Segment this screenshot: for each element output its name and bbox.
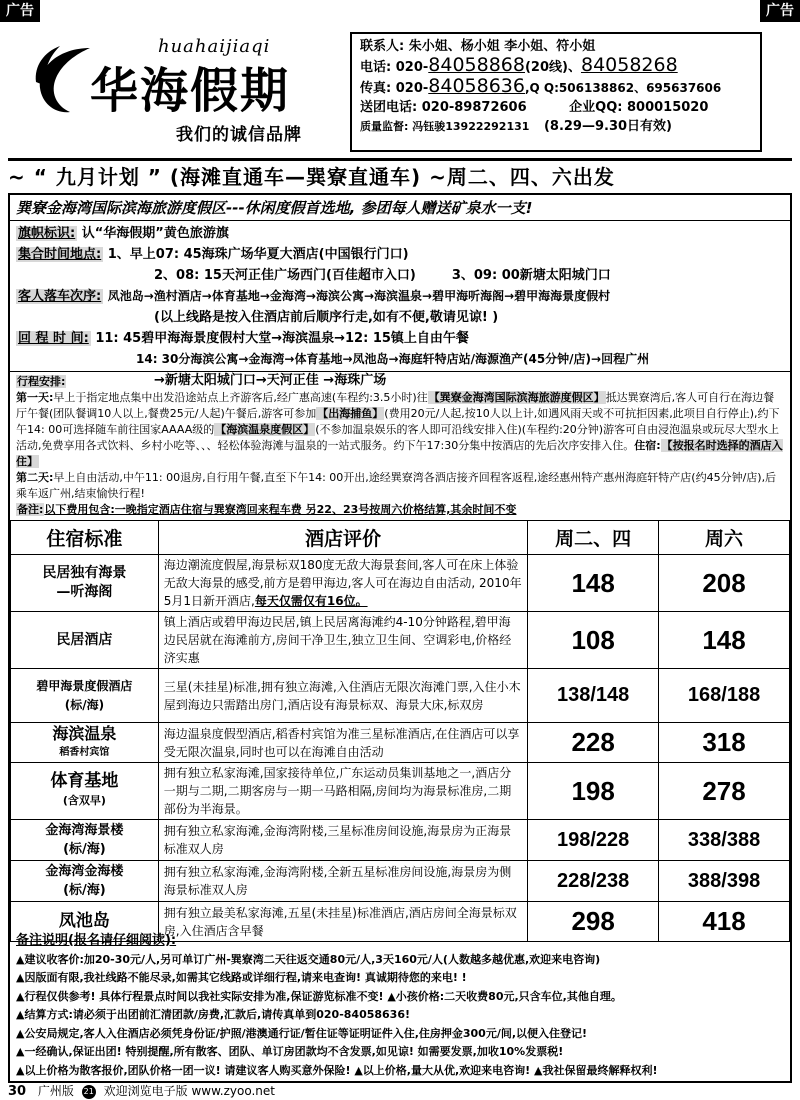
contacts-names: 朱小姐、杨小姐 李小姐、符小姐 [408,39,596,54]
return-line-2 [16,349,784,370]
table-row [11,555,790,612]
logo [8,24,348,152]
table-row [11,723,790,763]
phone-lines: (20线) [524,60,568,75]
note-text: 以下费用包含:一晚指定酒店住宿与巽寮湾回来程车费 另22、23号按周六价格结算,其余时间不变 [44,503,517,516]
corp-qq: 企业QQ: 800015020 [569,100,709,115]
notes-section [10,930,790,1082]
hotel-name [11,669,159,723]
quality-supervisor: 质量监督: 冯钰骏13922292131 [360,120,530,133]
header [8,24,792,154]
price-saturday: 338/388 [659,820,790,861]
meeting-time-3: 3、09: 00新塘太阳城门口 [451,268,611,283]
hotel-name-line2: 稻香村宾馆 [59,746,110,758]
day1-highlight-e: 【按报名时选择的酒店入住】 [16,439,783,468]
contact-box [350,32,762,152]
itinerary-day2 [16,470,784,502]
hotel-name [11,763,159,820]
note-item: ▲因版面有限,我社线路不能尽录,如需其它线路或详细行程,请来电查询! 真诚期待您的来电! ! [16,971,467,984]
drop-label: 客人落车次序: [18,289,102,304]
day1-text-c: (费用20元/人起,按10人以上计,如遇风雨天或不可抗拒因素,此项目自行停止),约下午14: 00可选择随车前往国家AAAA级的 [16,407,780,436]
itinerary-note [16,502,784,518]
hotel-name [11,820,159,861]
price-weekday: 198 [528,763,659,820]
phone-alt: 84058268 [580,54,678,76]
hotel-description: 海边温泉度假型酒店,稻香村宾馆为准三星标准酒店,在住酒店可以享受无限次温泉,同时也可以在海滩自由活动 [158,723,527,763]
return-1: 11: 45碧甲海海景度假村大堂→海滨温泉→12: 15镇上自由午餐 [95,331,469,346]
meeting-time-line [16,244,784,265]
day1-label: 第一天: [16,391,54,404]
rates-table [10,520,790,942]
note-item: ▲以上价格为散客报价,团队价格一团一议! 请建议客人购买意外保险! ▲以上价格,量大从优,欢迎来电咨询! ▲我社保留最终解释权利! [16,1063,658,1077]
header-weekday: 周二、四 [528,521,659,555]
validity: (8.29—9.30日有效) [543,119,672,134]
header-saturday: 周六 [659,521,790,555]
hotel-name [11,612,159,669]
price-weekday: 228 [528,723,659,763]
hotel-desc-text: 海边潮流度假屋,海景标双180度无敌大海景套间,客人可在床上体验无敌大海景的感受,前方是碧甲海边,客人可在海边自由活动, 2010年5月1日新开酒店, [163,558,522,608]
footer-url[interactable]: www.zyoo.net [191,1084,275,1098]
phone-label: 电话: 020- [360,60,429,75]
page-number: 30 [8,1084,27,1099]
hotel-name-line2: (含双早) [62,794,106,807]
footer-text: 欢迎浏览电子版 [103,1084,188,1098]
meeting-time-line-2 [16,265,784,286]
itinerary [10,372,790,520]
phone-separator: 、 [567,60,581,75]
fax-label: 传真: 020- [360,81,429,96]
hotel-desc-note: 每天仅需仅有16位。 [254,594,368,608]
hotel-description: 拥有独立私家海滩,金海湾附楼,三星标准房间设施,海景房为正海景标准双人房 [158,820,527,861]
note-item: ▲公安局规定,客人入住酒店必须凭身份证/护照/港澳通行证/暂住证等证明证件入住,住房押金300元/间,以便入住登记! [16,1026,588,1040]
flag-line [16,223,784,244]
price-weekday: 138/148 [528,669,659,723]
ad-tag-right: 广告 [760,0,800,22]
hotel-name-line1: 金海湾金海楼 [45,864,124,879]
hotel-name-line2: (标/海) [64,697,105,712]
return-3: →新塘太阳城门口→天河正佳 →海珠广场 [154,373,387,388]
hotel-name-line1: 碧甲海景度假酒店 [36,678,133,693]
hotel-description: 拥有独立私家海滩,金海湾附楼,全新五星标准房间设施,海景房为侧海景标准双人房 [158,861,527,902]
day1-text-a: 早上于指定地点集中出发沿途站点上齐游客后,经广惠高速(车程约:3.5小时)往 [53,391,428,404]
price-weekday: 148 [528,555,659,612]
price-saturday: 278 [659,763,790,820]
table-row [11,861,790,902]
meeting-time-2: 2、08: 15天河正佳广场西门(百佳超市入口) [154,268,416,283]
flag-value: 认“华海假期”黄色旅游旗 [81,226,229,241]
group-phone: 送团电话: 020-89872606 [360,100,527,115]
note-label: 备注: [17,503,44,516]
hotel-name-line1: 民居独有海景 [42,565,127,581]
hotel-description: 拥有独立私家海滩,国家接待单位,广东运动员集训基地之一,酒店分一期与二期,二期客房与一期一马路相隔,房间均为海景标准房,二期部份为半海景。 [158,763,527,820]
table-row [11,669,790,723]
note-item: ▲建议收客价:加20-30元/人,另可单订广州-巽寮湾二天往返交通80元/人,3天160元/人(人数越多越优惠,欢迎来电咨询) [16,952,601,966]
price-saturday: 318 [659,723,790,763]
logo-slogan: 我们的诚信品牌 [176,125,302,145]
hotel-name-line1: 凤池岛 [58,911,110,931]
price-saturday: 388/398 [659,861,790,902]
day1-highlight-b: 【出海捕鱼】 [317,407,384,420]
fax-number: 84058636 [428,75,525,97]
group-line [360,98,752,117]
headline: ~ “ 九月计划 ” (海滩直通车—巽寮直通车) ~周二、四、六出发 [8,165,615,189]
hotel-name-line1: 民居酒店 [56,631,113,648]
qq-label: ,Q Q: [524,81,559,95]
header-standard: 住宿标准 [11,521,159,555]
top-rule [8,158,792,161]
price-saturday: 148 [659,612,790,669]
return-2: 14: 30分海滨公寓→金海湾→体育基地→凤池岛→海庭轩特店站/海源渔产(45分钟/店)→回程广州 [136,352,650,366]
hotel-name [11,861,159,902]
drop-order: 凤池岛→渔村酒店→体育基地→金海湾→海滨公寓→海滨温泉→碧甲海听海阁→碧甲海海景度假村 [107,289,611,303]
hotel-name-line2: —听海阁 [56,584,113,600]
resort-title: 巽寮金海湾国际滨海旅游度假区---休闲度假首选地, 参团每人赠送矿泉水一支! [16,199,533,217]
contacts-label: 联系人: [360,39,405,54]
hotel-name-line1: 体育基地 [50,771,119,791]
drop-note-line [16,307,784,328]
footer [8,1083,792,1100]
quality-line [360,117,752,136]
hotel-name [11,555,159,612]
itinerary-day1 [16,390,784,470]
contacts-line [360,37,752,56]
edition-badge-icon: 21 [82,1085,96,1099]
day1-text-b: 抵达巽寮湾后,客人可自行在海边餐厅午餐(团队餐调10人以上,餐费25元/人起)午餐后,游客可参加 [16,391,775,420]
return-label: 回 程 时 间: [18,331,89,346]
ad-tag-left: 广告 [0,0,40,22]
price-saturday: 418 [659,902,790,942]
day1-text-d: (不参加温泉娱乐的客人即可沿线安排入住)(车程约:20分钟)游客可自由浸泡温泉或玩尽大型水上活动,免费享用各式饮料、乡村小吃等、、、轻松体验海滩与温泉的一站式服务。约下午17:30分集中按酒店的先后次序安排入住。 [16,423,780,452]
logo-chinese-text: 华海假期 [90,63,291,119]
table-row [11,820,790,861]
price-weekday: 198/228 [528,820,659,861]
logo-latin-text: huahaijiaqi [158,36,271,57]
day1-highlight-a: 【巽寮金海湾国际滨海旅游度假区】 [428,391,605,404]
hotel-description: 拥有独立最美私家海滩,五星(未挂星)标准酒店,酒店房间全海景标双房,入住酒店含早餐 [158,902,527,942]
phone-main: 84058868 [428,54,525,76]
logo-swirl-icon [30,42,98,120]
header-review: 酒店评价 [158,521,527,555]
hotel-name-line2: (标/海) [63,883,106,898]
flag-label: 旗帜标识: [18,226,76,241]
rates-header-row [11,521,790,555]
hotel-description: 镇上酒店或碧甲海边民居,镇上民居离海滩约4-10分钟路程,碧甲海边民居就在海滩前方,房间干净卫生,独立卫生间、空调彩电,价格经济实惠 [158,612,527,669]
drop-note: (以上线路是按入住酒店前后顺序行走,如有不便,敬请见谅! ) [154,310,499,325]
edition: 广州版 [37,1084,74,1098]
itinerary-title: 行程安排: [17,375,66,388]
hotel-description: 三星(未挂星)标准,拥有独立海滩,入住酒店无限次海滩门票,入住小木屋到海边只需踏出房门,酒店设有海景标双、海景大床,标双房 [158,669,527,723]
return-line [16,328,784,349]
hotel-name [11,723,159,763]
notes-title: 备注说明(报名请仔细阅读): [16,933,177,948]
fax-line [360,77,752,98]
price-weekday: 298 [528,902,659,942]
note-item: ▲一经确认,保证出团! 特别提醒,所有散客、团队、单订房团款均不含发票,如见谅! 如需要发票,加收10%发票税! [16,1045,564,1058]
note-item: ▲行程仅供参考! 具体行程景点时间以我社实际安排为准,保证游览标准不变! ▲小孩价格:二天收费80元,只含车位,其他自理。 [16,989,622,1003]
hotel-name-line1: 金海湾海景楼 [45,823,124,838]
meeting-time-1: 1、早上07: 45海珠广场华夏大酒店(中国银行门口) [107,247,409,262]
price-weekday: 228/238 [528,861,659,902]
day1-highlight-c: 【海滨温泉度假区】 [215,423,315,436]
meeting-time-label: 集合时间地点: [18,247,102,262]
day2-text: 早上自由活动,中午11: 00退房,自行用午餐,直至下午14: 00开出,途经巽寮湾各酒店接齐回程客返程,途经惠州特产惠州海庭轩特产店(约45分钟/店),后乘车返广州,结束愉快行程! [16,471,777,500]
price-saturday: 168/188 [659,669,790,723]
day1-stay-label: 住宿: [634,439,661,452]
drop-line [16,286,784,307]
table-row [11,612,790,669]
hotel-name-line1: 海滨温泉 [52,723,117,743]
table-row [11,763,790,820]
price-saturday: 208 [659,555,790,612]
hotel-description [158,555,527,612]
price-weekday: 108 [528,612,659,669]
phone-line [360,56,752,77]
qq-numbers: 506138862、695637606 [558,81,722,95]
hotel-name-line2: (标/海) [63,842,106,857]
day2-label: 第二天: [16,471,54,484]
note-item: ▲结算方式:请必须于出团前汇清团款/房费,汇款后,请传真单到020-84058636! [16,1008,411,1021]
